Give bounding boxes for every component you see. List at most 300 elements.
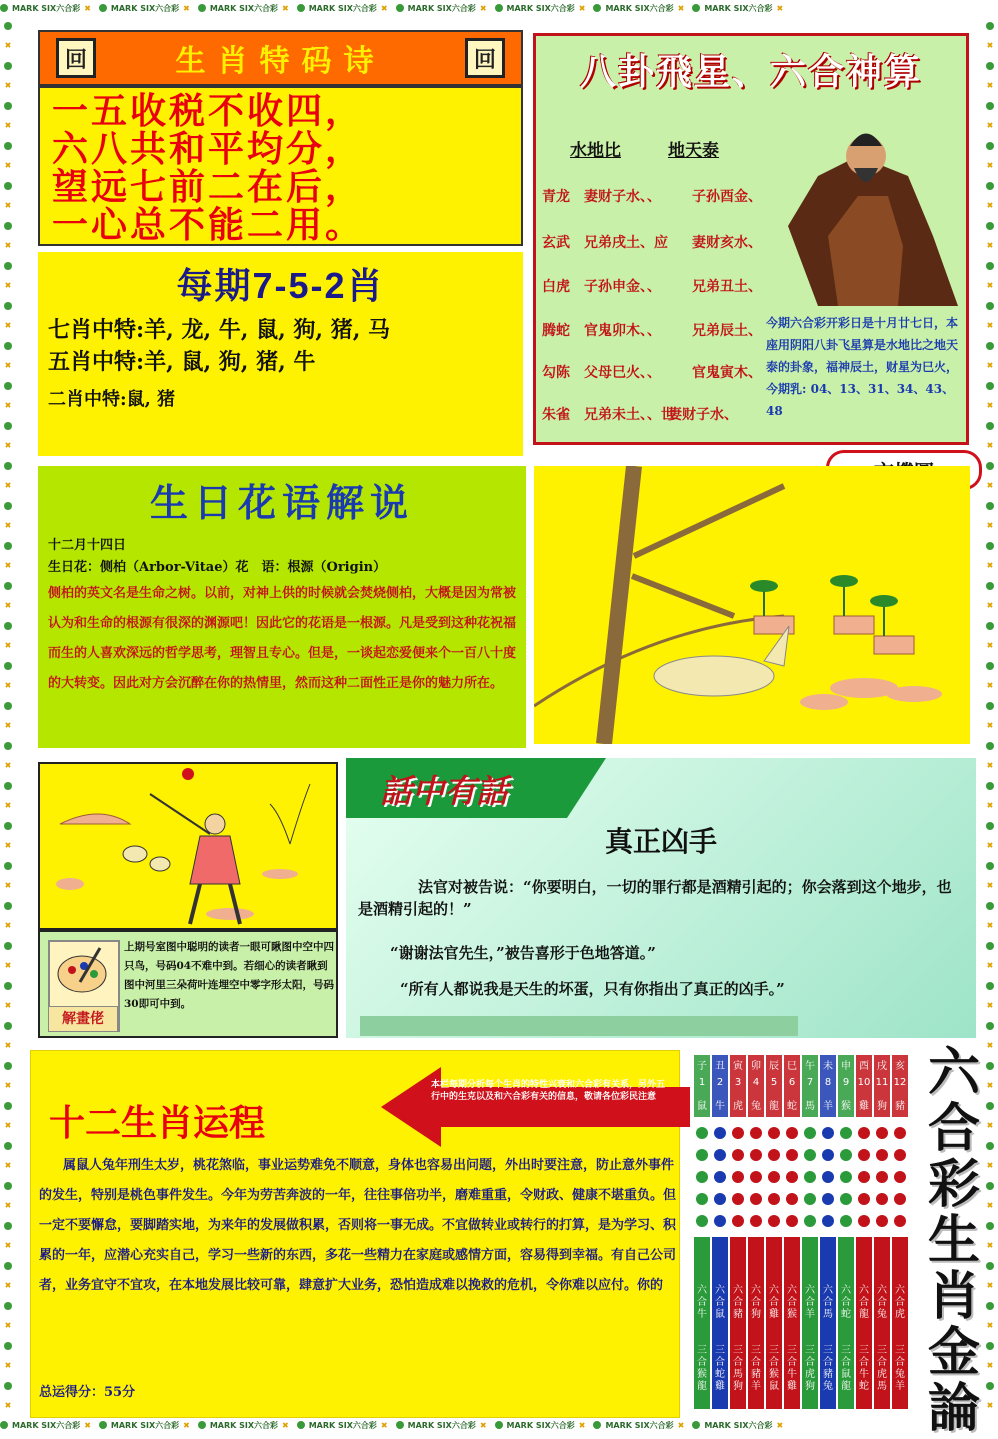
grid-zodiac: 牛 xyxy=(715,1101,725,1112)
flower-icon xyxy=(4,182,12,190)
number-ball xyxy=(786,1193,798,1205)
flower-icon xyxy=(986,422,994,430)
number-ball xyxy=(750,1171,762,1183)
flower-icon xyxy=(4,1222,12,1230)
border-tile xyxy=(982,816,998,856)
flower-icon xyxy=(0,1421,8,1429)
sage-illustration xyxy=(758,116,963,306)
six-harmony: 六合龍 xyxy=(859,1285,869,1320)
three-harmony: 三合馬狗 xyxy=(733,1345,743,1392)
grid-number: 7 xyxy=(806,1077,814,1088)
border-tile xyxy=(0,1336,16,1376)
six-harmony: 六合雞 xyxy=(769,1285,779,1320)
grid-branch: 申 xyxy=(841,1061,851,1072)
six-harmony: 六合馬 xyxy=(823,1285,833,1320)
grid-zodiac: 龍 xyxy=(769,1101,779,1112)
cross-icon: ✖ xyxy=(986,1041,994,1050)
flower-icon xyxy=(4,1262,12,1270)
flower-icon xyxy=(495,1421,503,1429)
flower-icon xyxy=(986,462,994,470)
rabbit-illustration xyxy=(534,466,970,744)
flower-panel xyxy=(38,466,526,748)
cross-icon: ✖ xyxy=(4,81,12,90)
flower-icon xyxy=(4,422,12,430)
archer-drawing xyxy=(40,764,336,928)
cross-icon: ✖ xyxy=(4,1321,12,1330)
six-harmony: 六合兔 xyxy=(877,1285,887,1320)
flower-icon xyxy=(986,1182,994,1190)
brand-cn: 六合彩 xyxy=(451,1420,476,1430)
flower-icon xyxy=(99,4,107,12)
border-tile xyxy=(982,776,998,816)
flower-icon xyxy=(198,4,206,12)
number-ball xyxy=(768,1149,780,1161)
grid-column xyxy=(802,1055,818,1410)
rabbit-drawing xyxy=(534,466,970,744)
grid-branch: 辰 xyxy=(769,1061,779,1072)
brand-en: MARK SIX xyxy=(605,3,650,13)
border-tile xyxy=(0,296,16,336)
border-tile xyxy=(982,336,998,376)
flower-icon xyxy=(986,742,994,750)
border-tile xyxy=(593,3,684,14)
grid-column xyxy=(856,1055,872,1410)
two-picks: 二肖中特:鼠, 猪 xyxy=(48,389,176,410)
cross-icon: ✖ xyxy=(479,3,487,13)
brand-cn: 六合彩 xyxy=(254,3,279,13)
grid-number: 5 xyxy=(770,1077,778,1088)
flower-icon xyxy=(396,1421,404,1429)
number-ball xyxy=(696,1171,708,1183)
grid-branch: 子 xyxy=(697,1061,707,1072)
cross-icon: ✖ xyxy=(986,961,994,970)
cross-icon: ✖ xyxy=(986,721,994,730)
hex-right: 地天泰 xyxy=(668,141,719,161)
cross-icon: ✖ xyxy=(4,1121,12,1130)
flower-icon xyxy=(4,462,12,470)
flower-icon xyxy=(4,1022,12,1030)
grid-column xyxy=(712,1055,728,1410)
poem-line: 一五收税不收四， xyxy=(52,90,365,132)
flower-icon xyxy=(297,4,305,12)
cross-icon: ✖ xyxy=(677,3,685,13)
cross-icon: ✖ xyxy=(282,1420,289,1430)
brand-en: MARK SIX xyxy=(12,1420,57,1430)
cross-icon: ✖ xyxy=(4,881,12,890)
border-tile xyxy=(982,896,998,936)
brand-en: MARK SIX xyxy=(110,3,156,13)
puzzle-panel xyxy=(38,930,338,1038)
cross-icon: ✖ xyxy=(4,561,12,570)
three-harmony: 三合豬兔 xyxy=(823,1345,833,1392)
number-ball xyxy=(732,1171,744,1183)
number-ball xyxy=(840,1127,852,1139)
grid-branch: 丑 xyxy=(715,1061,725,1072)
fortune-body: 属鼠人兔年刑生太岁，桃花煞临，事业运势难免不顺意，身体也容易出问题，外出时要注意，防止意外事件的发生，特别是桃色事件发生。今年为劳苦奔波的一年，往往事倍功半，磨难重重，令财政、健康不堪重负。但一定不要懈怠，要脚踏实地，为来年的发展做积累，否则将一事无成。不宜做转业或转行的打算，是为学习、积累的一年，应潜心充实自己，学习一些新的东西，多花一些精力在家庭或感情方面，容易得到幸福。有自己公司者，业务宜守不宜攻，在本地发展比较可靠，肆意扩大业务，恐怕造成难以挽救的危机，令你难以应付。你的 xyxy=(39,1158,677,1293)
number-ball xyxy=(840,1215,852,1227)
cross-icon: ✖ xyxy=(380,1420,388,1430)
border-tile xyxy=(396,3,487,14)
number-ball xyxy=(714,1171,726,1183)
border-tile xyxy=(982,1096,998,1136)
cross-icon: ✖ xyxy=(986,481,994,490)
flower-icon xyxy=(4,1142,12,1150)
box-glyph-right: 回 xyxy=(465,38,505,78)
flower-icon xyxy=(0,4,8,12)
six-harmony: 六合狗 xyxy=(751,1285,761,1320)
border-tile xyxy=(0,16,16,56)
grid-branch: 卯 xyxy=(751,1061,761,1072)
puzzle-text: 上期号室图中聪明的读者一眼可瞅图中空中四只鸟，号码04不难中到。若细心的读者瞅到图中河里三朵荷叶连埋空中零字形太阳，号码30即可中到。 xyxy=(124,941,334,1010)
number-ball xyxy=(840,1193,852,1205)
story-p3: “所有人都说我是天生的坏蛋，只有你指出了真正的凶手。” xyxy=(400,980,785,998)
number-ball xyxy=(858,1193,870,1205)
bagua-line: 朱雀 兄弟未土、、世 xyxy=(542,407,675,423)
cross-icon: ✖ xyxy=(578,3,586,13)
grid-column xyxy=(730,1055,746,1410)
three-harmony: 三合虎馬 xyxy=(877,1345,887,1392)
number-ball xyxy=(840,1149,852,1161)
border-tile xyxy=(297,1420,388,1431)
border-tile xyxy=(0,1376,16,1416)
six-harmony: 六合羊 xyxy=(805,1285,815,1320)
bagua-line: 子孙酉金、 xyxy=(692,189,762,205)
flower-icon xyxy=(986,382,994,390)
cross-icon: ✖ xyxy=(986,761,994,770)
cross-icon: ✖ xyxy=(677,1420,685,1430)
border-tile xyxy=(99,3,190,14)
brand-cn: 六合彩 xyxy=(550,1420,575,1430)
number-ball xyxy=(822,1215,834,1227)
cross-icon: ✖ xyxy=(776,3,784,13)
grid-number: 8 xyxy=(824,1077,832,1088)
number-ball xyxy=(768,1215,780,1227)
cross-icon: ✖ xyxy=(4,921,12,930)
border-tile xyxy=(0,1016,16,1056)
brand-en: MARK SIX xyxy=(12,3,57,13)
cross-icon: ✖ xyxy=(4,1001,12,1010)
brand-cn: 六合彩 xyxy=(352,1420,377,1430)
cross-icon: ✖ xyxy=(4,321,12,330)
border-tile xyxy=(593,1420,684,1431)
flower-icon xyxy=(986,1062,994,1070)
bagua-line: 兄弟辰土、 xyxy=(692,323,762,339)
brand-cn: 六合彩 xyxy=(748,1420,773,1430)
three-harmony: 三合牛蛇 xyxy=(859,1345,869,1392)
grid-number: 11 xyxy=(875,1077,889,1088)
flower-icon xyxy=(4,742,12,750)
border-tile xyxy=(0,816,16,856)
grid-branch: 亥 xyxy=(895,1061,905,1072)
cross-icon: ✖ xyxy=(4,121,12,130)
number-ball xyxy=(696,1127,708,1139)
cross-icon: ✖ xyxy=(4,281,12,290)
grid-column xyxy=(838,1055,854,1410)
brand-cn: 六合彩 xyxy=(748,3,773,13)
grid-branch: 戌 xyxy=(877,1061,887,1072)
brand-en: MARK SIX xyxy=(308,3,353,13)
vertical-title xyxy=(924,1042,984,1439)
number-ball xyxy=(858,1171,870,1183)
flower-icon xyxy=(986,542,994,550)
flower-icon xyxy=(986,1302,994,1310)
number-ball xyxy=(750,1149,762,1161)
bagua-title: 八卦飛星、六合神算 xyxy=(579,51,922,93)
flower-icon xyxy=(4,582,12,590)
border-tile xyxy=(198,3,289,14)
three-harmony: 三合蛇雞 xyxy=(715,1345,725,1392)
border-tile xyxy=(0,176,16,216)
bagua-line: 兄弟丑土、 xyxy=(692,279,762,295)
border-tile xyxy=(0,456,16,496)
border-left xyxy=(0,16,16,1417)
number-ball xyxy=(750,1215,762,1227)
cross-icon: ✖ xyxy=(183,3,190,13)
number-ball xyxy=(822,1193,834,1205)
number-ball xyxy=(822,1149,834,1161)
border-top xyxy=(0,0,998,16)
hex-left: 水地比 xyxy=(570,141,621,161)
number-ball xyxy=(894,1193,906,1205)
cross-icon: ✖ xyxy=(776,1420,784,1430)
border-tile xyxy=(982,496,998,536)
flower-icon xyxy=(4,22,12,30)
cross-icon: ✖ xyxy=(4,761,12,770)
grid-number: 10 xyxy=(857,1077,871,1088)
grid-branch: 未 xyxy=(823,1061,833,1072)
grid-zodiac: 兔 xyxy=(751,1101,761,1112)
cross-icon: ✖ xyxy=(4,961,12,970)
brand-en: MARK SIX xyxy=(209,1420,255,1430)
vertical-char: 論 xyxy=(927,1378,980,1439)
cross-icon: ✖ xyxy=(986,1001,994,1010)
border-tile xyxy=(198,1420,289,1431)
flower-icon xyxy=(4,902,12,910)
number-ball xyxy=(804,1127,816,1139)
number-ball xyxy=(876,1171,888,1183)
border-tile xyxy=(982,456,998,496)
brand-en: MARK SIX xyxy=(209,3,255,13)
brand-en: MARK SIX xyxy=(407,1420,452,1430)
grid-zodiac: 豬 xyxy=(895,1101,905,1112)
number-ball xyxy=(750,1193,762,1205)
poem-body xyxy=(38,86,523,246)
cross-icon: ✖ xyxy=(986,121,994,130)
border-tile xyxy=(982,136,998,176)
number-ball xyxy=(786,1149,798,1161)
number-ball xyxy=(732,1127,744,1139)
number-ball xyxy=(858,1127,870,1139)
cross-icon: ✖ xyxy=(986,681,994,690)
flower-icon xyxy=(986,862,994,870)
border-right xyxy=(982,16,998,1417)
six-harmony: 六合鼠 xyxy=(715,1285,725,1320)
cross-icon: ✖ xyxy=(4,1161,12,1170)
number-ball xyxy=(894,1171,906,1183)
cross-icon: ✖ xyxy=(986,41,994,50)
number-ball xyxy=(786,1215,798,1227)
border-tile xyxy=(982,976,998,1016)
grid-column xyxy=(784,1055,800,1410)
cross-icon: ✖ xyxy=(4,481,12,490)
border-tile xyxy=(982,936,998,976)
six-harmony: 六合虎 xyxy=(895,1285,905,1320)
cross-icon: ✖ xyxy=(986,561,994,570)
grid-column xyxy=(694,1055,710,1410)
flower-icon xyxy=(986,182,994,190)
brand-en: MARK SIX xyxy=(704,3,749,13)
six-harmony: 六合牛 xyxy=(697,1285,707,1320)
border-tile xyxy=(0,1176,16,1216)
flower-icon xyxy=(986,1342,994,1350)
five-picks: 五肖中特:羊, 鼠, 狗, 猪, 牛 xyxy=(48,349,316,375)
border-tile xyxy=(982,56,998,96)
grid-branch: 酉 xyxy=(859,1061,869,1072)
border-tile xyxy=(982,656,998,696)
fortune-title: 十二生肖运程 xyxy=(49,1102,266,1144)
grid-branch: 午 xyxy=(805,1061,815,1072)
vertical-char: 金 xyxy=(927,1322,980,1383)
cross-icon: ✖ xyxy=(479,1420,487,1430)
brand-en: MARK SIX xyxy=(308,1420,353,1430)
number-ball xyxy=(804,1149,816,1161)
border-tile xyxy=(0,256,16,296)
border-tile xyxy=(0,576,16,616)
three-harmony: 三合豬羊 xyxy=(751,1345,761,1392)
border-tile xyxy=(0,936,16,976)
flower-icon xyxy=(495,4,503,12)
vertical-char: 彩 xyxy=(927,1154,980,1215)
vertical-char: 肖 xyxy=(927,1266,980,1327)
six-harmony: 六合豬 xyxy=(733,1285,743,1320)
border-tile xyxy=(692,1420,783,1431)
brand-en: MARK SIX xyxy=(605,1420,650,1430)
border-tile xyxy=(982,1296,998,1336)
border-tile xyxy=(982,1336,998,1376)
border-tile xyxy=(0,1256,16,1296)
number-ball xyxy=(822,1127,834,1139)
cross-icon: ✖ xyxy=(4,361,12,370)
zodiac-grid xyxy=(690,1055,924,1410)
border-tile xyxy=(0,616,16,656)
poem-line: 六八共和平均分， xyxy=(52,128,365,170)
cross-icon: ✖ xyxy=(4,161,12,170)
border-tile xyxy=(495,3,586,14)
grid-number: 9 xyxy=(842,1077,850,1088)
flower-icon xyxy=(4,142,12,150)
border-tile xyxy=(0,536,16,576)
flower-icon xyxy=(4,542,12,550)
border-tile xyxy=(982,1256,998,1296)
grid-zodiac: 馬 xyxy=(805,1101,815,1112)
brand-cn: 六合彩 xyxy=(352,3,377,13)
number-ball xyxy=(804,1193,816,1205)
flower-icon xyxy=(986,502,994,510)
number-ball xyxy=(732,1193,744,1205)
flower-icon xyxy=(4,1382,12,1390)
fortune-score: 总运得分：55分 xyxy=(39,1385,136,1400)
border-bottom xyxy=(0,1417,998,1433)
border-tile xyxy=(0,496,16,536)
number-ball xyxy=(876,1149,888,1161)
cross-icon: ✖ xyxy=(282,3,289,13)
flower-icon xyxy=(4,102,12,110)
brand-cn: 六合彩 xyxy=(649,3,674,13)
flower-icon xyxy=(986,1102,994,1110)
border-tile xyxy=(982,696,998,736)
grid-zodiac: 羊 xyxy=(823,1101,833,1112)
poem-line: 一心总不能二用。 xyxy=(52,204,365,246)
cross-icon: ✖ xyxy=(4,1281,12,1290)
cross-icon: ✖ xyxy=(578,1420,586,1430)
brand-en: MARK SIX xyxy=(110,1420,156,1430)
grid-zodiac: 猴 xyxy=(841,1101,851,1112)
brand-cn: 六合彩 xyxy=(155,3,180,13)
cross-icon: ✖ xyxy=(4,41,12,50)
border-tile xyxy=(982,1136,998,1176)
number-ball xyxy=(894,1149,906,1161)
flower-icon xyxy=(4,342,12,350)
border-tile xyxy=(982,376,998,416)
cross-icon: ✖ xyxy=(986,241,994,250)
border-tile xyxy=(495,1420,586,1431)
border-tile xyxy=(0,856,16,896)
cross-icon: ✖ xyxy=(986,1321,994,1330)
number-ball xyxy=(714,1193,726,1205)
flower-icon xyxy=(4,622,12,630)
brand-cn: 六合彩 xyxy=(254,1420,279,1430)
number-ball xyxy=(894,1215,906,1227)
three-harmony: 三合鼠龍 xyxy=(841,1345,851,1392)
border-tile xyxy=(297,3,388,14)
border-tile xyxy=(0,3,91,14)
cross-icon: ✖ xyxy=(84,3,91,13)
number-ball xyxy=(714,1215,726,1227)
brand-cn: 六合彩 xyxy=(155,1420,180,1430)
border-tile xyxy=(982,1216,998,1256)
story-bar xyxy=(360,1016,798,1036)
bagua-line: 妻财亥水、 xyxy=(692,235,762,251)
cross-icon: ✖ xyxy=(986,1401,994,1410)
border-tile xyxy=(0,96,16,136)
border-tile xyxy=(0,1136,16,1176)
flower-icon xyxy=(4,62,12,70)
seven-picks: 七肖中特:羊, 龙, 牛, 鼠, 狗, 猪, 马 xyxy=(48,317,391,343)
cross-icon: ✖ xyxy=(986,281,994,290)
border-tile xyxy=(0,1056,16,1096)
cross-icon: ✖ xyxy=(986,401,994,410)
brand-en: MARK SIX xyxy=(704,1420,749,1430)
flower-icon xyxy=(986,102,994,110)
flower-icon xyxy=(986,1142,994,1150)
grid-number: 12 xyxy=(893,1077,907,1088)
brand-en: MARK SIX xyxy=(407,3,452,13)
brand-cn: 六合彩 xyxy=(56,1420,81,1430)
cross-icon: ✖ xyxy=(986,321,994,330)
cross-icon: ✖ xyxy=(986,921,994,930)
number-ball xyxy=(804,1171,816,1183)
poem-header xyxy=(38,30,523,86)
grid-number: 6 xyxy=(788,1077,796,1088)
cross-icon: ✖ xyxy=(4,1241,12,1250)
border-tile xyxy=(982,1016,998,1056)
cross-icon: ✖ xyxy=(183,1420,190,1430)
vertical-char: 生 xyxy=(927,1210,980,1271)
cross-icon: ✖ xyxy=(986,1121,994,1130)
number-ball xyxy=(768,1171,780,1183)
border-tile xyxy=(0,136,16,176)
border-tile xyxy=(0,976,16,1016)
